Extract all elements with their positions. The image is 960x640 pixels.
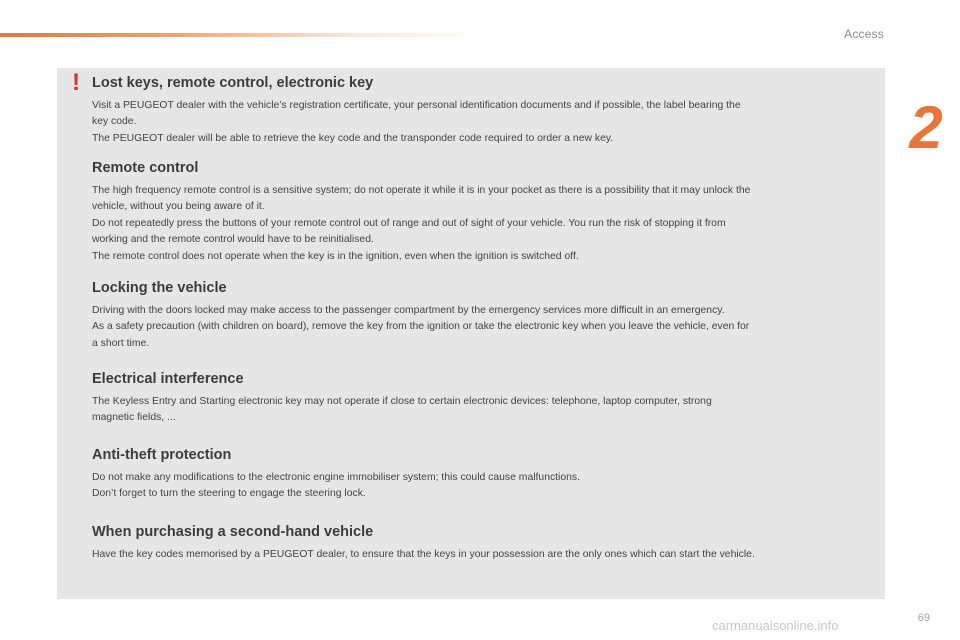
page-number: 69 [917, 612, 930, 624]
body-line: Do not make any modifications to the electronic engine immobiliser system; this could cause malfunctions. [92, 472, 581, 483]
section-electrical-interference [92, 370, 882, 427]
section-body [92, 183, 882, 265]
section-remote-control [92, 159, 882, 265]
section-heading: When purchasing a second-hand vehicle [92, 524, 374, 540]
body-line: working and the remote control would have to be reinitialised. [92, 234, 374, 246]
body-line: Don’t forget to turn the steering to engage the steering lock. [92, 488, 366, 500]
body-line: The remote control does not operate when the key is in the ignition, even when the ignition is switched off. [92, 250, 579, 262]
body-line: As a safety precaution (with children on board), remove the key from the ignition or take the electronic key when you leave the vehicle, even for [92, 321, 750, 333]
section-locking-vehicle [92, 279, 882, 352]
body-line: key code. [92, 116, 137, 128]
section-heading: Locking the vehicle [92, 280, 227, 296]
body-line: a short time. [92, 337, 150, 349]
watermark: carmanualsonline.info [712, 618, 839, 633]
section-body [92, 303, 882, 352]
section-body [92, 547, 882, 563]
section-body [92, 470, 882, 503]
section-lost-keys [92, 74, 882, 147]
section-second-hand [92, 523, 882, 563]
section-heading: Anti-theft protection [92, 447, 232, 463]
section-body [92, 98, 882, 147]
section-body [92, 394, 882, 427]
body-line: magnetic fields, ... [92, 412, 176, 424]
section-heading: Lost keys, remote control, electronic key [92, 75, 374, 91]
exclamation-icon: ! [72, 69, 80, 96]
section-anti-theft [92, 446, 882, 503]
body-line: Driving with the doors locked may make access to the passenger compartment by the emergency services more difficult in an emergency. [92, 305, 725, 316]
body-line: The Keyless Entry and Starting electronic key may not operate if close to certain electronic devices: telephone, laptop computer, strong [92, 396, 712, 407]
chapter-number: 2 [909, 94, 943, 161]
body-line: The PEUGEOT dealer will be able to retrieve the key code and the transponder code required to order a new key. [92, 132, 614, 144]
section-heading: Electrical interference [92, 371, 244, 387]
body-line: Do not repeatedly press the buttons of your remote control out of range and out of sight of your vehicle. You run the risk of stopping it from [92, 217, 726, 229]
body-line: Have the key codes memorised by a PEUGEOT dealer, to ensure that the keys in your possession are the only ones which can start the vehicle. [92, 549, 755, 560]
body-line: The high frequency remote control is a sensitive system; do not operate it while it is in your pocket as there is a possibility that it may unlock the [92, 185, 751, 196]
accent-bar [0, 33, 480, 37]
body-line: vehicle, without you being aware of it. [92, 201, 265, 213]
section-heading: Remote control [92, 160, 199, 176]
section-label: Access [844, 27, 884, 41]
body-line: Visit a PEUGEOT dealer with the vehicle’s registration certificate, your personal identification documents and if possible, the label bearing the [92, 100, 741, 111]
